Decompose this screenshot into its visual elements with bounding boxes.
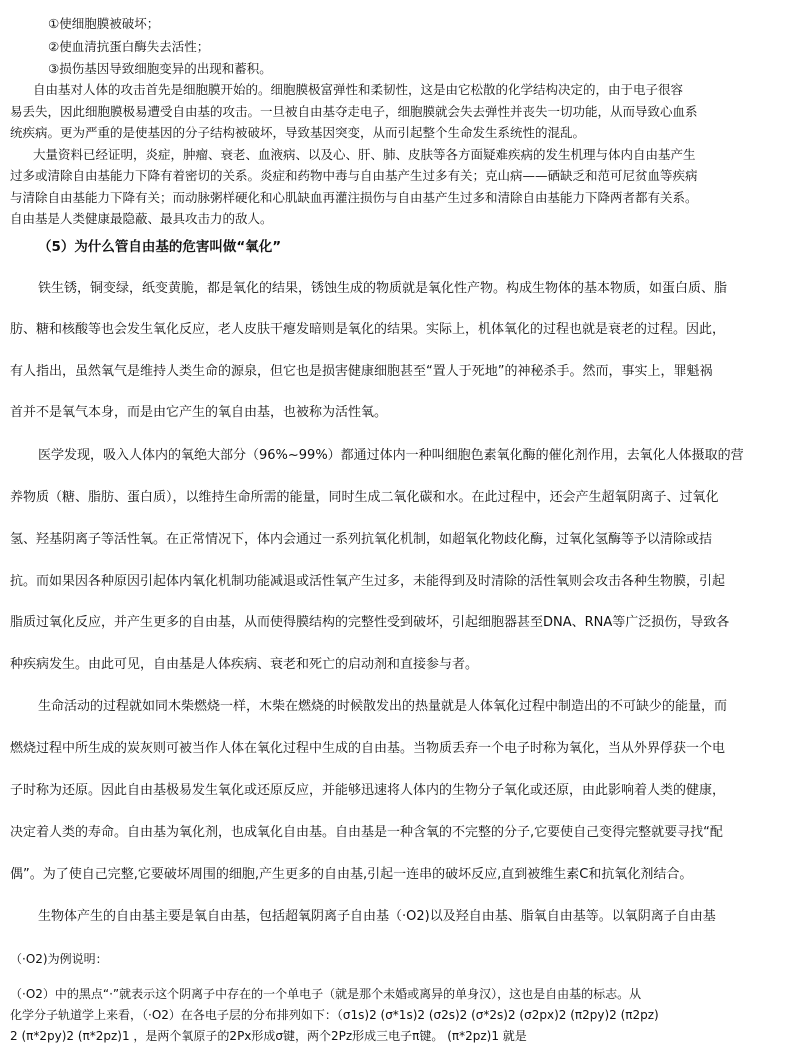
paragraph-line: 大量资料已经证明，炎症，肿瘤、衰老、血液病、以及心、肝、肺、皮肤等各方面疑难疾病的发生机理与体内自由基产生 (33, 147, 696, 162)
paragraph-line: 铁生锈，铜变绿，纸变黄脆，都是氧化的结果，锈蚀生成的物质就是氧化性产物。构成生物体的基本物质，如蛋白质、脂 (38, 281, 728, 296)
section-heading: （5）为什么管自由基的危害叫做“氧化” (38, 239, 282, 255)
paragraph-line: （·O2）中的黑点“·”就表示这个阴离子中存在的一个单电子（就是那个未婚或离异的单身汉），这也是自由基的标志。从 (10, 987, 642, 1001)
paragraph-line: 医学发现，吸入人体内的氧绝大部分（96%~99%）都通过体内一种叫细胞色素氧化酶的催化剂作用，去氧化人体摄取的营 (38, 448, 744, 463)
paragraph-line: 肪、糖和核酸等也会发生氧化反应，老人皮肤干瘪发暗则是氧化的结果。实际上，机体氧化的过程也就是衰老的过程。因此， (10, 322, 726, 337)
paragraph-line: 脂质过氧化反应，并产生更多的自由基，从而使得膜结构的完整性受到破坏，引起细胞器甚至DNA、RNA等广泛损伤，导致各 (10, 615, 730, 630)
paragraph-line: 种疾病发生。由此可见，自由基是人体疾病、衰老和死亡的启动剂和直接参与者。 (10, 657, 479, 672)
paragraph-line: 子时称为还原。因此自由基极易发生氧化或还原反应，并能够迅速将人体内的生物分子氧化或还原，由此影响着人类的健康， (10, 783, 726, 798)
paragraph-line: 生命活动的过程就如同木柴燃烧一样，木柴在燃烧的时候散发出的热量就是人体氧化过程中制造出的不可缺少的能量，而 (38, 699, 728, 714)
paragraph-line: 自由基对人体的攻击首先是细胞膜开始的。细胞膜极富弹性和柔韧性，这是由它松散的化学结构决定的，由于电子很容 (33, 82, 684, 97)
list-item-1: ①使细胞膜被破坏； (48, 16, 160, 31)
paragraph-line: 过多或清除自由基能力下降有着密切的关系。炎症和药物中毒与自由基产生过多有关；克山病——硒缺乏和范可尼贫血等疾病 (10, 168, 698, 183)
paragraph-line: 抗。而如果因各种原因引起体内氧化机制功能减退或活性氧产生过多，未能得到及时清除的活性氧则会攻击各种生物膜，引起 (10, 574, 726, 589)
paragraph-line: 统疾病。更为严重的是使基因的分子结构被破坏，导致基因突变，从而引起整个生命发生系统性的混乱。 (10, 125, 586, 140)
paragraph-line: 化学分子轨道学上来看，（·O2）在各电子层的分布排列如下：（σ1s)2 (σ*1s)2 (σ2s)2 (σ*2s)2 (σ2px)2 (π2py)2 (π2pz) (10, 1008, 659, 1022)
list-item-3: ③损伤基因导致细胞变异的出现和蓄积。 (48, 61, 272, 76)
paragraph-line: 生物体产生的自由基主要是氧自由基，包括超氧阴离子自由基（·O2)以及羟自由基、脂氧自由基等。以氧阴离子自由基 (38, 909, 716, 924)
paragraph-line: 与清除自由基能力下降有关；而动脉粥样硬化和心肌缺血再灌注损伤与自由基产生过多和清除自由基能力下降两者都有关系。 (10, 190, 698, 205)
list-item-2: ②使血清抗蛋白酶失去活性； (48, 39, 210, 54)
paragraph-line: 有人指出，虽然氧气是维持人类生命的源泉，但它也是损害健康细胞甚至“置人于死地”的神秘杀手。然而，事实上，罪魁祸 (10, 364, 713, 379)
paragraph-line: 养物质（糖、脂肪、蛋白质），以维持生命所需的能量，同时生成二氧化碳和水。在此过程中，还会产生超氧阴离子、过氧化 (10, 490, 719, 505)
paragraph-line: 决定着人类的寿命。自由基为氧化剂，也成氧化自由基。自由基是一种含氧的不完整的分子,它要使自己变得完整就要寻找“配 (10, 825, 723, 840)
paragraph-line: 自由基是人类健康最隐蔽、最具攻击力的敌人。 (10, 211, 273, 226)
paragraph-line: 首并不是氧气本身，而是由它产生的氧自由基，也被称为活性氧。 (10, 405, 388, 420)
paragraph-line: 2 (π*2py)2 (π*2pz)1 ，是两个氧原子的2Px形成σ键，两个2Pz形成三电子π键。 (π*2pz)1 就是 (10, 1029, 527, 1043)
paragraph-line: 氢、羟基阴离子等活性氧。在正常情况下，体内会通过一系列抗氧化机制，如超氧化物歧化酶，过氧化氢酶等予以清除或拮 (10, 532, 713, 547)
paragraph-line: （·O2)为例说明： (10, 952, 108, 966)
paragraph-line: 偶”。为了使自己完整,它要破坏周围的细胞,产生更多的自由基,引起一连串的破坏反应,直到被维生素C和抗氧化剂结合。 (10, 867, 693, 882)
paragraph-line: 燃烧过程中所生成的炭灰则可被当作人体在氧化过程中生成的自由基。当物质丢弃一个电子时称为氧化，当从外界俘获一个电 (10, 741, 726, 756)
paragraph-line: 易丢失，因此细胞膜极易遭受自由基的攻击。一旦被自由基夺走电子，细胞膜就会失去弹性并丧失一切功能，从而导致心血系 (10, 104, 698, 119)
